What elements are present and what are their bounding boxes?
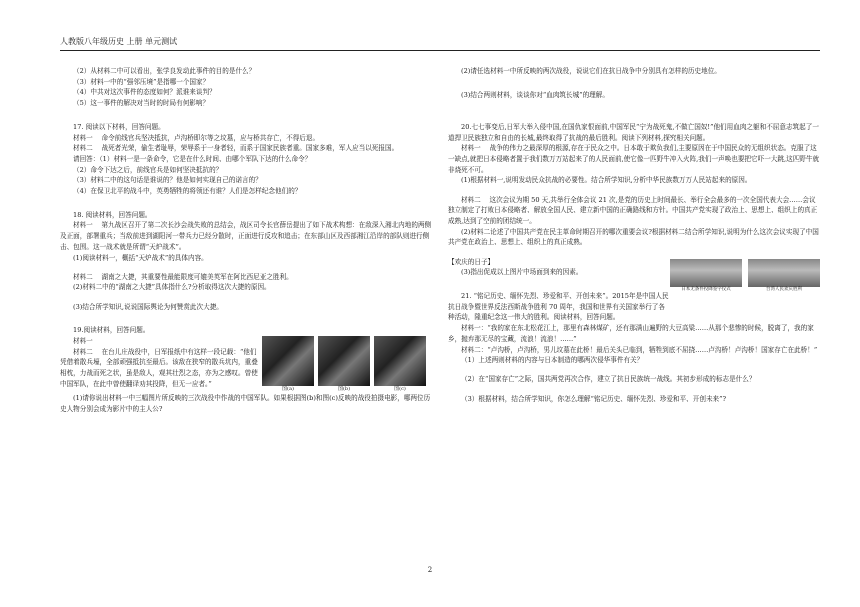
photo-surrender-caption: 日本无条件投降签字仪式	[681, 286, 731, 292]
q19-title: 19.阅读材料，回答问题。	[73, 326, 150, 335]
photo-taiwan-image	[748, 259, 820, 287]
figure-a-caption: 图(a)	[282, 386, 294, 393]
q18-material-2: 材料二 湖南之大捷，其重要性最能限度可媲美英军在阿比西尼亚之胜利。	[73, 272, 293, 281]
q20-subheading: 【欢庆的日子】	[448, 257, 495, 266]
q20-material-1: 材料一 战争的伟力之最深厚的根源,存在于民众之中。日本敢于欺负我们,主要原因在于中国民众的无组织状态。克服了这一缺点,就把日本侵略者置于我们数万万站起来了的人民面前,使它像一匹野牛冲入火阵,我们一声唤也要把它吓一大跳,这匹野牛就非烧死不可。	[448, 144, 820, 174]
page-header: 人教版八年级历史 上册 单元测试	[60, 37, 178, 46]
q17-material-1: 材料一 命令前线官兵坚决抵抗，卢沟桥即尔等之坟墓，应与桥共存亡，不得后退。	[73, 133, 320, 142]
figure-b-image	[318, 336, 370, 386]
q17-material-2: 材料二 战死者光荣，偷生者耻辱，荣辱系于一身者轻，而系于国家民族者重。国家多难，军人应当以死报国。	[73, 144, 399, 153]
q17-question-1: 请回答：（1）材料一是一条命令，它是在什么时间、由哪个军队下达的什么命令？	[73, 154, 312, 163]
q20-question-2: (2)材料二论述了中国共产党在民主革命时期召开的哪次重要会议?根据材料二结合所学知识,说明为什么这次会议实现了中国共产党在政治上、思想上、组织上的真正成熟。	[448, 227, 819, 247]
q19-figures	[262, 336, 432, 393]
q17-question-3: （3）材料二中的这句话是谁说的？他是如何实现自己的诺言的？	[73, 176, 262, 185]
left-column	[60, 66, 432, 414]
q20-celebration-block	[448, 257, 820, 324]
q19-material-block	[60, 336, 432, 393]
q18-material-1: 材料一 第九战区召开了第二次长沙会战失败的总结会，战区司令长官薛岳提出了如下战术构想：在敌深入湘北内地的两侧及正面，部署重兵；当敌前进到湖阳河一带兵力已经分散时，正面进行反攻和追击；在东部山区及西部湘江沿岸的部队则进行侧击、包围。这一战术就是所谓“天炉战术”。	[60, 221, 432, 251]
q20-photos	[670, 259, 820, 321]
q18-question-2: (2)材料二中的“湖南之大捷”具体指什么?分析取得这次大捷的原因。	[73, 283, 271, 292]
q16-sub-3: （3）材料一中的“强邻压境”是指哪一个国家？	[73, 77, 210, 86]
q21-question-1: （1）上述两则材料的内容与日本制造的哪两次侵华事件有关？	[461, 356, 644, 365]
figure-c-image	[374, 336, 426, 386]
q19-question-2: (2)请任选材料一中所反映的两次战役，说说它们在抗日战争中分别具有怎样的历史地位。	[461, 67, 721, 75]
q21-intro: 21. “铭记历史、缅怀先烈、珍爱和平、开创未来”。2015年是中国人民抗日战争暨世界反法西斯战争胜利 70 周年，我国和世界有关国家举行了各种活动，隆重纪念这一伟大的胜利。阅读材料，回答问题。	[448, 292, 669, 322]
q19-material-1: 材料一	[73, 337, 93, 346]
q17-question-4: （4）在保卫北平的战斗中，英勇牺牲的将领还有谁？人们是怎样纪念他们的？	[73, 187, 302, 196]
q17-title: 17. 阅读以下材料，回答问题。	[73, 122, 165, 131]
q20-question-3: (3)指出促成以上图片中场面到来的因素。	[461, 268, 583, 277]
q21-material-1: 材料一：“我的家在东北松花江上，那里有森林煤矿，还有那满山遍野的大豆高粱……从那个悲惨的时候，脱离了，我的家乡，抛弃那无尽的宝藏，流浪！流浪！……”	[448, 324, 814, 343]
photo-taiwan	[748, 259, 820, 321]
q21-question-2: （2）在“国家存亡”之际，国共两党再次合作，建立了抗日民族统一战线。其初步形成的标志是什么？	[461, 375, 756, 384]
figure-a	[262, 336, 314, 393]
figure-b-caption: 图(b)	[337, 386, 351, 393]
q18-question-1: (1)阅读材料一，概括“天炉战术”的具体内容。	[73, 253, 208, 262]
q20-material-2: 材料二 这次会议为期 50 天,共举行全体会议 21 次,是党的历史上时间最长、举行全会最多的一次全国代表大会……会议独立制定了打败日本侵略者、解放全国人民、建立新中国的正确路线和方针。中国共产党实现了政治上、思想上、组织上的真正成熟,达到了空前的团结统一。	[448, 195, 818, 226]
page-number: 2	[427, 566, 433, 574]
right-column	[448, 66, 820, 404]
q19-question-3: (3)结合两则材料，谈谈你对“血肉筑长城”的理解。	[461, 90, 609, 99]
q21-question-3: （3）根据材料，结合所学知识，你怎么理解“铭记历史、缅怀先烈、珍爱和平、开创未来”?	[461, 394, 727, 403]
figure-c-caption: 图(c)	[394, 386, 406, 393]
q16-sub-5: （5）这一事件的解决对当时的时局有何影响？	[73, 99, 210, 108]
q16-sub-4: （4）中共对这次事件的态度如何？派谁来谈判？	[73, 88, 216, 97]
photo-surrender-image	[670, 259, 742, 287]
q21-material-2: 材料二：“卢沟桥，卢沟桥，男儿坟墓在此桥！最后关头已临到，牺牲到底不屈挠……卢沟桥！卢沟桥！国家存亡在此桥！”	[461, 345, 818, 354]
figure-a-image	[262, 336, 314, 386]
q19-material-2: 材料二 在台儿庄战役中，日军报纸中有这样一段记载：“他们凭借着散兵壕，全部顽强抵抗至最后。该敌在狭窄的散兵坑内，重叠相枕，力战而死之状，虽是敌人，观其壮烈之态，亦为之感叹。曾使中国军队，在此中曾使翻译劝其投降，但无一应者。”	[60, 347, 258, 388]
q16-sub-2: （2）从材料二中可以看出，张学良发动此事件的目的是什么？	[73, 67, 256, 75]
figure-c	[374, 336, 426, 393]
q20-question-1: (1)根据材料一,说明发动民众抗战的必要性。结合所学知识,分析中华民族数万万人民站起来的原因。	[461, 176, 752, 185]
photo-surrender	[670, 259, 742, 321]
q17-question-2: （2）命令下达之后，前线官兵是如何坚决抵抗的？	[73, 165, 223, 174]
q19-question-1: (1)请你说出材料一中三幅图片所反映的三次战役中作战的中国军队。如果根据图(b)和图(c)反映的战役拍摄电影，哪两位历史人物分别会成为影片中的主人公?	[60, 394, 431, 413]
photo-taiwan-caption: 台湾人民欢庆胜利	[766, 286, 802, 292]
header-rule	[60, 50, 820, 51]
q18-title: 18. 阅读材料，回答问题。	[73, 210, 152, 219]
figure-b	[318, 336, 370, 393]
q18-question-3: (3)结合所学知识,说说国际舆论为何赞赏此次大捷。	[73, 302, 223, 311]
q20-intro: 20.七七事变后,日军大举入侵中国,在国仇家恨面前,中国军民“宁为战死鬼,不做亡国奴!”他们用血肉之躯和不屈意志筑起了一道捍卫民族独立和自由的长城,最终取得了抗战的最后胜利。阅读下列材料,探究相关问题。	[448, 122, 819, 142]
